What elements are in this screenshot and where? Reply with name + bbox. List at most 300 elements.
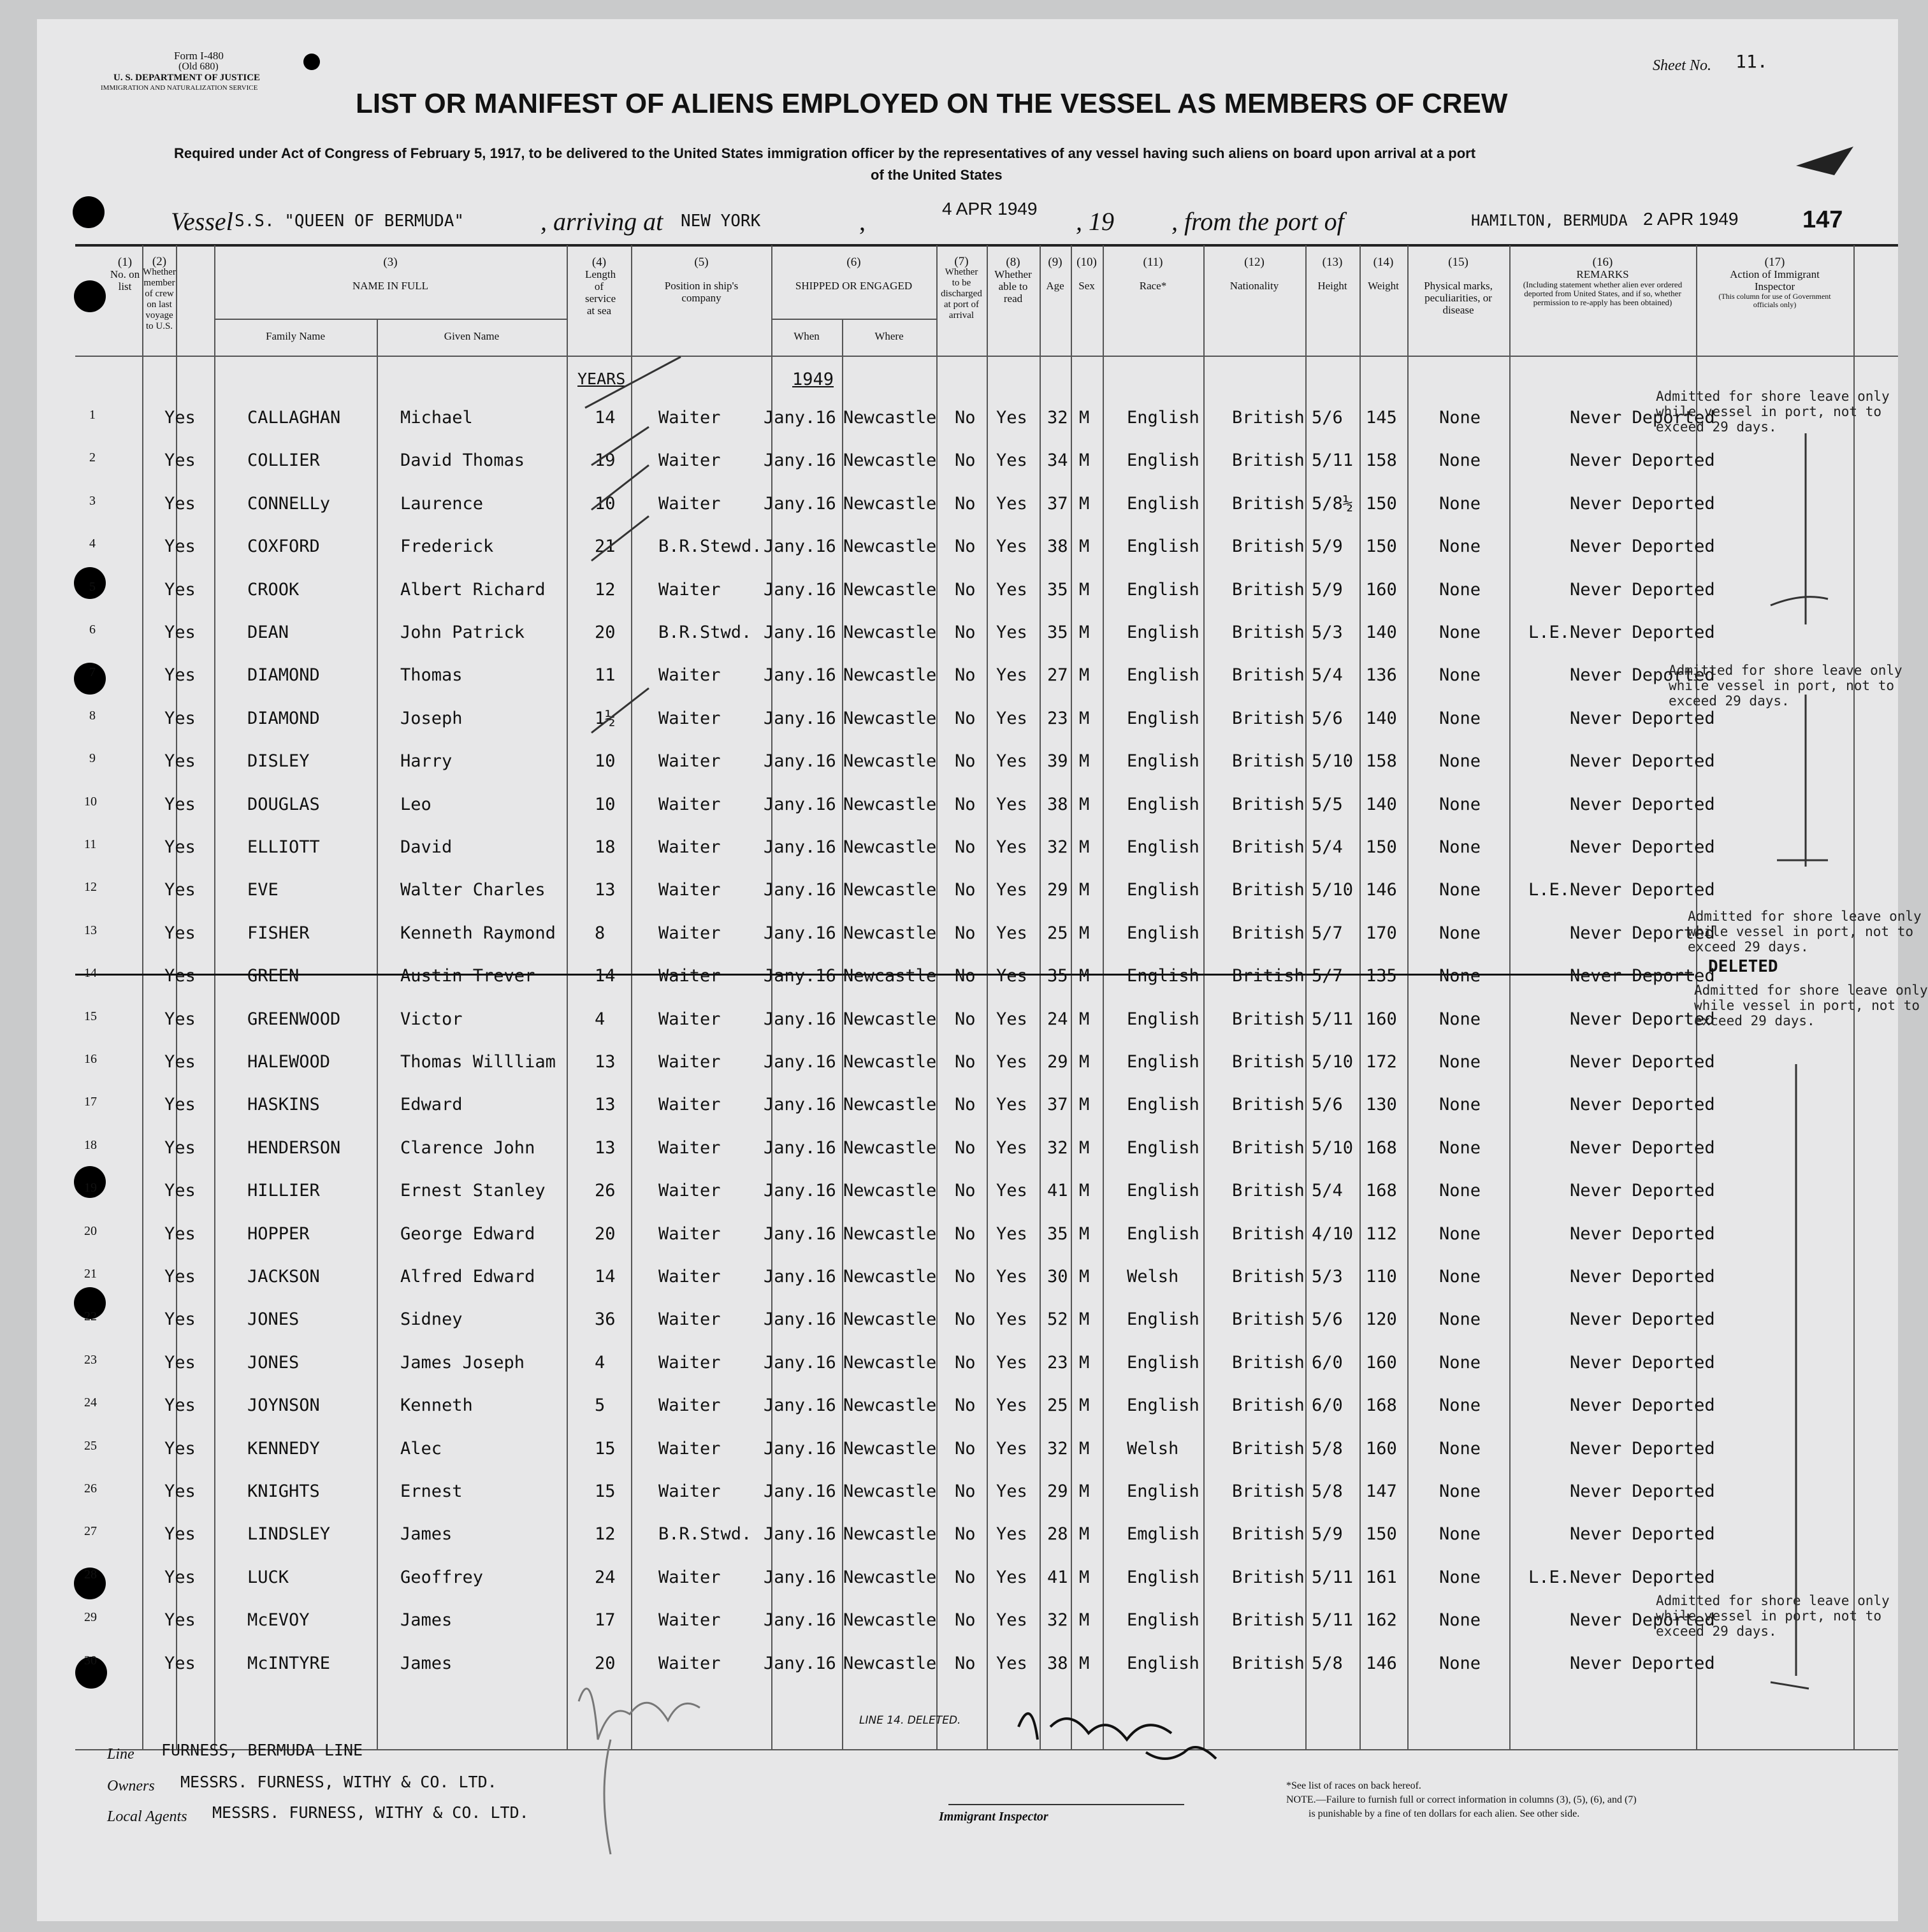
shipped-when: Jany.16	[764, 1654, 836, 1673]
family-name: DIAMOND	[247, 709, 320, 728]
shipped-when: Jany.16	[764, 966, 836, 986]
race: Emglish	[1127, 1524, 1200, 1544]
height: 5/10	[1312, 880, 1354, 900]
remarks: Never Deported	[1570, 537, 1715, 556]
row-number: 17	[84, 1095, 97, 1109]
shipped-when: Jany.16	[764, 1052, 836, 1072]
able-to-read: Yes	[996, 1395, 1027, 1415]
line-label: Line	[107, 1746, 134, 1763]
departure-port: HAMILTON, BERMUDA	[1471, 212, 1628, 229]
shipped-when: Jany.16	[764, 1568, 836, 1587]
physical-marks: None	[1439, 1524, 1481, 1544]
age: 38	[1047, 795, 1068, 814]
able-to-read: Yes	[996, 1353, 1027, 1373]
age: 29	[1047, 1481, 1068, 1501]
physical-marks: None	[1439, 494, 1481, 514]
family-name: JONES	[247, 1309, 300, 1329]
shore-leave-stamp: Admitted for shore leave only while vessel in port, not to exceed 29 days.	[1694, 983, 1928, 1028]
position: Waiter	[658, 1353, 721, 1373]
row-number: 20	[84, 1224, 97, 1238]
sex: M	[1079, 795, 1090, 814]
physical-marks: None	[1439, 923, 1481, 943]
discharged: No	[955, 709, 976, 728]
physical-marks: None	[1439, 837, 1481, 857]
height: 5/6	[1312, 1309, 1343, 1329]
service-years: 13	[595, 1138, 616, 1158]
position: Waiter	[658, 1610, 721, 1630]
shipped-where: Newcastle	[843, 1138, 937, 1158]
age: 32	[1047, 1439, 1068, 1459]
weight: 140	[1366, 623, 1397, 642]
position: Waiter	[658, 1309, 721, 1329]
family-name: JONES	[247, 1353, 300, 1373]
position: Waiter	[658, 795, 721, 814]
shipped-when: Jany.16	[764, 751, 836, 771]
height: 5/7	[1312, 966, 1343, 986]
year-label: , 19	[1076, 207, 1114, 236]
shipped-where: Newcastle	[843, 1009, 937, 1029]
col-label: NAME IN FULL	[352, 280, 428, 292]
sex: M	[1079, 966, 1090, 986]
sex: M	[1079, 1009, 1090, 1029]
nationality: British	[1232, 408, 1305, 428]
remarks: Never Deported	[1570, 923, 1715, 943]
family-name: GREENWOOD	[247, 1009, 341, 1029]
row-number: 5	[89, 580, 96, 594]
weight: 150	[1366, 537, 1397, 556]
position: Waiter	[658, 1568, 721, 1587]
service-years: 20	[595, 623, 616, 642]
department-name: U. S. DEPARTMENT OF JUSTICE	[113, 73, 261, 83]
row-number: 7	[89, 665, 96, 679]
position: Waiter	[658, 494, 721, 514]
given-name: Michael	[400, 408, 473, 428]
row-number: 1	[89, 408, 96, 422]
age: 32	[1047, 1610, 1068, 1630]
remarks: Never Deported	[1570, 1309, 1715, 1329]
crew-last-voyage: Yes	[164, 494, 196, 514]
physical-marks: None	[1439, 1009, 1481, 1029]
physical-marks: None	[1439, 1309, 1481, 1329]
shipped-where: Newcastle	[843, 1224, 937, 1244]
race: English	[1127, 1181, 1200, 1200]
family-name: HILLIER	[247, 1181, 320, 1200]
sex: M	[1079, 537, 1090, 556]
age: 32	[1047, 837, 1068, 857]
discharged: No	[955, 751, 976, 771]
race: English	[1127, 408, 1200, 428]
crew-last-voyage: Yes	[164, 880, 196, 900]
remarks: Never Deported	[1570, 1439, 1715, 1459]
shipped-when: Jany.16	[764, 494, 836, 514]
shipped-where: Newcastle	[843, 1095, 937, 1114]
race: English	[1127, 795, 1200, 814]
physical-marks: None	[1439, 1395, 1481, 1415]
row-number: 26	[84, 1481, 97, 1496]
col-number: (11)	[1143, 256, 1163, 269]
shipped-when: Jany.16	[764, 451, 836, 470]
weight: 150	[1366, 1524, 1397, 1544]
crew-last-voyage: Yes	[164, 451, 196, 470]
physical-marks: None	[1439, 1568, 1481, 1587]
height: 5/4	[1312, 665, 1343, 685]
age: 32	[1047, 408, 1068, 428]
nationality: British	[1232, 966, 1305, 986]
remarks: Never Deported	[1570, 1481, 1715, 1501]
position: Waiter	[658, 1395, 721, 1415]
shipped-when: Jany.16	[764, 709, 836, 728]
weight: 140	[1366, 795, 1397, 814]
row-number: 28	[84, 1568, 97, 1582]
nationality: British	[1232, 494, 1305, 514]
family-name: LINDSLEY	[247, 1524, 331, 1544]
inspector-bracket	[1771, 433, 1828, 1689]
position: B.R.Stewd.	[658, 537, 762, 556]
given-name: Kenneth Raymond	[400, 923, 556, 943]
weight: 168	[1366, 1138, 1397, 1158]
position: Waiter	[658, 1224, 721, 1244]
able-to-read: Yes	[996, 1568, 1027, 1587]
able-to-read: Yes	[996, 966, 1027, 986]
nationality: British	[1232, 1138, 1305, 1158]
age: 41	[1047, 1568, 1068, 1587]
position: Waiter	[658, 1138, 721, 1158]
sex: M	[1079, 1138, 1090, 1158]
col-label: Nationality	[1229, 280, 1279, 292]
physical-marks: None	[1439, 623, 1481, 642]
service-years: 13	[595, 880, 616, 900]
discharged: No	[955, 1481, 976, 1501]
able-to-read: Yes	[996, 1138, 1027, 1158]
weight: 162	[1366, 1610, 1397, 1630]
given-name: Walter Charles	[400, 880, 546, 900]
service-years: 4	[595, 1353, 605, 1373]
sex: M	[1079, 1309, 1090, 1329]
given-name: Clarence John	[400, 1138, 535, 1158]
sex: M	[1079, 1524, 1090, 1544]
sex: M	[1079, 451, 1090, 470]
row-number: 6	[89, 623, 96, 637]
discharged: No	[955, 537, 976, 556]
row-number: 11	[84, 837, 97, 851]
owners-label: Owners	[107, 1778, 155, 1794]
shipped-where: Newcastle	[843, 580, 937, 600]
col-number: (4)	[591, 256, 607, 269]
remarks: Never Deported	[1570, 408, 1715, 428]
age: 38	[1047, 537, 1068, 556]
able-to-read: Yes	[996, 751, 1027, 771]
weight: 160	[1366, 1439, 1397, 1459]
col-header-when: When	[794, 330, 820, 342]
age: 23	[1047, 709, 1068, 728]
able-to-read: Yes	[996, 1309, 1027, 1329]
discharged: No	[955, 880, 976, 900]
service-years: 4	[595, 1009, 605, 1029]
physical-marks: None	[1439, 665, 1481, 685]
col-label: Physical marks, peculiarities, or disease	[1424, 280, 1493, 316]
crew-last-voyage: Yes	[164, 1395, 196, 1415]
line-value: FURNESS, BERMUDA LINE	[161, 1741, 363, 1759]
col-number: (2)	[152, 255, 167, 268]
shipped-where: Newcastle	[843, 923, 937, 943]
height: 6/0	[1312, 1395, 1343, 1415]
physical-marks: None	[1439, 966, 1481, 986]
nationality: British	[1232, 837, 1305, 857]
given-name: Ernest Stanley	[400, 1181, 546, 1200]
age: 23	[1047, 1353, 1068, 1373]
sex: M	[1079, 1481, 1090, 1501]
able-to-read: Yes	[996, 451, 1027, 470]
remarks: L.E.Never Deported	[1528, 880, 1715, 900]
position: Waiter	[658, 665, 721, 685]
height: 5/10	[1312, 1052, 1354, 1072]
physical-marks: None	[1439, 580, 1481, 600]
service-years: 10	[595, 795, 616, 814]
col-label: Whether to be discharged at port of arrival	[941, 267, 982, 321]
shipped-where: Newcastle	[843, 408, 937, 428]
family-name: HOPPER	[247, 1224, 310, 1244]
height: 5/6	[1312, 709, 1343, 728]
given-name: David Thomas	[400, 451, 525, 470]
family-name: CALLAGHAN	[247, 408, 341, 428]
row-number: 21	[84, 1267, 97, 1281]
able-to-read: Yes	[996, 1052, 1027, 1072]
col-number: (14)	[1373, 256, 1394, 269]
col-number: (8)	[1006, 256, 1020, 269]
row-number: 15	[84, 1009, 97, 1023]
shipped-where: Newcastle	[843, 494, 937, 514]
crew-last-voyage: Yes	[164, 623, 196, 642]
sex: M	[1079, 1181, 1090, 1200]
family-name: DOUGLAS	[247, 795, 320, 814]
shore-leave-stamp: Admitted for shore leave only while vessel in port, not to exceed 29 days.	[1669, 663, 1903, 709]
able-to-read: Yes	[996, 1267, 1027, 1287]
age: 37	[1047, 494, 1068, 514]
col-number: (6)	[846, 256, 861, 269]
family-name: GREEN	[247, 966, 300, 986]
shipped-when: Jany.16	[764, 1353, 836, 1373]
service-years: 15	[595, 1481, 616, 1501]
family-name: FISHER	[247, 923, 310, 943]
family-name: LUCK	[247, 1568, 289, 1587]
shipped-year: 1949	[792, 370, 834, 389]
age: 32	[1047, 1138, 1068, 1158]
race: English	[1127, 751, 1200, 771]
crew-last-voyage: Yes	[164, 1353, 196, 1373]
weight: 146	[1366, 1654, 1397, 1673]
weight: 147	[1366, 1481, 1397, 1501]
nationality: British	[1232, 1052, 1305, 1072]
age: 27	[1047, 665, 1068, 685]
agents-label: Local Agents	[107, 1808, 187, 1825]
crew-last-voyage: Yes	[164, 1009, 196, 1029]
discharged: No	[955, 1138, 976, 1158]
crew-last-voyage: Yes	[164, 1181, 196, 1200]
position: Waiter	[658, 1009, 721, 1029]
position: Waiter	[658, 1654, 721, 1673]
position: B.R.Stwd.	[658, 1524, 752, 1544]
family-name: CROOK	[247, 580, 300, 600]
family-name: KNIGHTS	[247, 1481, 320, 1501]
physical-marks: None	[1439, 1095, 1481, 1114]
family-name: DIAMOND	[247, 665, 320, 685]
shipped-when: Jany.16	[764, 795, 836, 814]
weight: 150	[1366, 494, 1397, 514]
row-number: 30	[84, 1654, 97, 1668]
nationality: British	[1232, 1181, 1305, 1200]
height: 5/8	[1312, 1481, 1343, 1501]
sex: M	[1079, 1267, 1090, 1287]
discharged: No	[955, 1654, 976, 1673]
arriving-label: , arriving at	[540, 207, 663, 236]
height: 5/10	[1312, 1138, 1354, 1158]
given-name: Ernest	[400, 1481, 463, 1501]
discharged: No	[955, 1524, 976, 1544]
family-name: McEVOY	[247, 1610, 310, 1630]
line-deleted-note: LINE 14. DELETED.	[859, 1714, 961, 1727]
shore-leave-stamp: Admitted for shore leave only while vessel in port, not to exceed 29 days.	[1688, 909, 1922, 955]
able-to-read: Yes	[996, 1439, 1027, 1459]
given-name: Kenneth	[400, 1395, 473, 1415]
weight: 146	[1366, 880, 1397, 900]
crew-last-voyage: Yes	[164, 537, 196, 556]
family-name: HALEWOOD	[247, 1052, 331, 1072]
age: 25	[1047, 923, 1068, 943]
row-number: 23	[84, 1353, 97, 1367]
form-number: Form I-480	[174, 50, 224, 62]
able-to-read: Yes	[996, 1524, 1027, 1544]
given-name: Thomas	[400, 665, 463, 685]
able-to-read: Yes	[996, 537, 1027, 556]
discharged: No	[955, 1353, 976, 1373]
inspector-label: Immigrant Inspector	[939, 1810, 1048, 1824]
sex: M	[1079, 837, 1090, 857]
family-name: CONNELLy	[247, 494, 331, 514]
service-years: 26	[595, 1181, 616, 1200]
able-to-read: Yes	[996, 1095, 1027, 1114]
shipped-where: Newcastle	[843, 1654, 937, 1673]
race: English	[1127, 1224, 1200, 1244]
race: English	[1127, 1395, 1200, 1415]
physical-marks: None	[1439, 1181, 1481, 1200]
race: English	[1127, 494, 1200, 514]
position: B.R.Stwd.	[658, 623, 752, 642]
given-name: Edward	[400, 1095, 463, 1114]
service-years: 5	[595, 1395, 605, 1415]
age: 35	[1047, 580, 1068, 600]
height: 5/11	[1312, 451, 1354, 470]
nationality: British	[1232, 1524, 1305, 1544]
race: Welsh	[1127, 1439, 1179, 1459]
col-header-given-name: Given Name	[444, 330, 500, 342]
remarks: Never Deported	[1570, 580, 1715, 600]
able-to-read: Yes	[996, 1009, 1027, 1029]
crew-last-voyage: Yes	[164, 1610, 196, 1630]
shipped-where: Newcastle	[843, 880, 937, 900]
remarks: Never Deported	[1570, 1395, 1715, 1415]
discharged: No	[955, 1181, 976, 1200]
col-header-where: Where	[874, 330, 904, 342]
arrival-comma: ,	[859, 207, 866, 236]
family-name: HASKINS	[247, 1095, 320, 1114]
given-name: Victor	[400, 1009, 463, 1029]
shipped-when: Jany.16	[764, 1138, 836, 1158]
remarks: Never Deported	[1570, 1524, 1715, 1544]
physical-marks: None	[1439, 1224, 1481, 1244]
nationality: British	[1232, 537, 1305, 556]
physical-marks: None	[1439, 1654, 1481, 1673]
col-number: (16)	[1592, 256, 1613, 269]
manifest-title: LIST OR MANIFEST OF ALIENS EMPLOYED ON THE VESSEL AS MEMBERS OF CREW	[356, 88, 1508, 119]
discharged: No	[955, 451, 976, 470]
given-name: Alfred Edward	[400, 1267, 535, 1287]
service-years: 36	[595, 1309, 616, 1329]
shipped-where: Newcastle	[843, 665, 937, 685]
row-number: 16	[84, 1052, 97, 1066]
weight: 140	[1366, 709, 1397, 728]
remarks: Never Deported	[1570, 1654, 1715, 1673]
row-number: 10	[84, 795, 97, 809]
shipped-when: Jany.16	[764, 408, 836, 428]
remarks: Never Deported	[1570, 451, 1715, 470]
race: English	[1127, 837, 1200, 857]
sheet-label: Sheet No.	[1653, 57, 1711, 74]
family-name: EVE	[247, 880, 279, 900]
discharged: No	[955, 837, 976, 857]
physical-marks: None	[1439, 709, 1481, 728]
race: English	[1127, 1568, 1200, 1587]
age: 35	[1047, 623, 1068, 642]
nationality: British	[1232, 1439, 1305, 1459]
crew-last-voyage: Yes	[164, 1052, 196, 1072]
col-number: (9)	[1048, 256, 1062, 269]
shipped-where: Newcastle	[843, 1524, 937, 1544]
race: English	[1127, 923, 1200, 943]
discharged: No	[955, 665, 976, 685]
shipped-where: Newcastle	[843, 1309, 937, 1329]
service-tick-marks	[585, 357, 681, 733]
service-years: 14	[595, 408, 616, 428]
service-years: 1½	[595, 709, 616, 728]
crew-last-voyage: Yes	[164, 1524, 196, 1544]
discharged: No	[955, 580, 976, 600]
age: 29	[1047, 1052, 1068, 1072]
penalty-note-2: is punishable by a fine of ten dollars for each alien. See other side.	[1308, 1808, 1580, 1819]
signature-scrawl	[579, 1689, 700, 1854]
able-to-read: Yes	[996, 709, 1027, 728]
age: 41	[1047, 1181, 1068, 1200]
crew-last-voyage: Yes	[164, 751, 196, 771]
col-header-family-name: Family Name	[265, 330, 325, 342]
crew-last-voyage: Yes	[164, 1138, 196, 1158]
age: 29	[1047, 880, 1068, 900]
discharged: No	[955, 1439, 976, 1459]
family-name: KENNEDY	[247, 1439, 320, 1459]
row-number: 18	[84, 1138, 97, 1152]
remarks: Never Deported	[1570, 1353, 1715, 1373]
col-number: (17)	[1764, 256, 1785, 269]
discharged: No	[955, 1267, 976, 1287]
shipped-where: Newcastle	[843, 1610, 937, 1630]
physical-marks: None	[1439, 1052, 1481, 1072]
discharged: No	[955, 1395, 976, 1415]
height: 4/10	[1312, 1224, 1354, 1244]
shipped-when: Jany.16	[764, 665, 836, 685]
height: 5/11	[1312, 1610, 1354, 1630]
physical-marks: None	[1439, 408, 1481, 428]
sex: M	[1079, 665, 1090, 685]
race: English	[1127, 451, 1200, 470]
